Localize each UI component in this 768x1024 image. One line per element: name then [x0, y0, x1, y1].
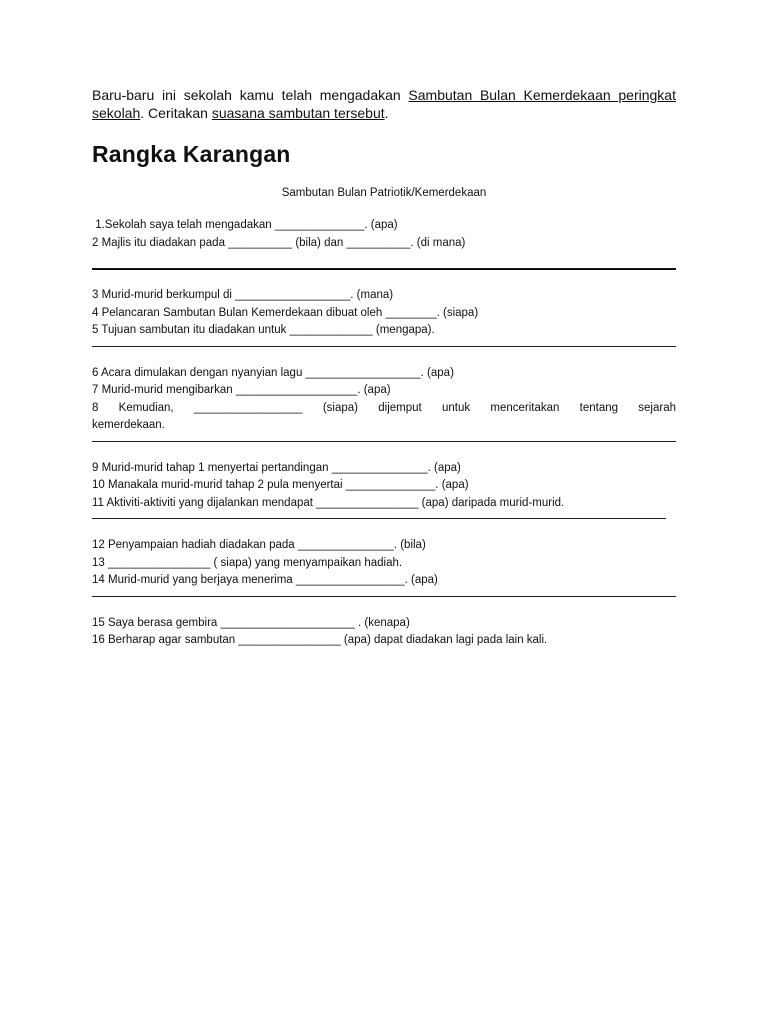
outline-line-4: 4 Pelancaran Sambutan Bulan Kemerdekaan dibuat oleh ________. (siapa): [92, 306, 479, 319]
outline-line-14: 14 Murid-murid yang berjaya menerima _________________. (apa): [92, 574, 438, 586]
outline-section-3: [92, 365, 676, 435]
essay-prompt: [92, 86, 676, 122]
section-divider: [92, 518, 666, 519]
outline-line-16: 16 Berharap agar sambutan ________________ (apa) dapat diadakan lagi pada lain kali.: [92, 634, 548, 646]
outline-line-1: 1.Sekolah saya telah mengadakan ______________. (apa): [92, 219, 398, 231]
section-divider-thick: [92, 268, 676, 270]
outline-section-2: [92, 287, 676, 340]
prompt-underline-1: Sambutan Bulan Kemerdekaan peringkat sekolah: [92, 87, 676, 121]
section-divider: [92, 596, 676, 597]
section-divider: [92, 346, 676, 347]
outline-line-8: 8 Kemudian, _________________ (siapa) dijemput untuk menceritakan tentang sejarah: [92, 401, 676, 414]
outline-line-7: 7 Murid-murid mengibarkan ___________________. (apa): [92, 384, 391, 396]
outline-line-2: 2 Majlis itu diadakan pada __________ (bila) dan __________. (di mana): [92, 236, 466, 249]
outline-line-3: 3 Murid-murid berkumpul di __________________. (mana): [92, 289, 394, 301]
outline-section-5: [92, 537, 676, 590]
outline-line-12: 12 Penyampaian hadiah diadakan pada _______________. (bila): [92, 539, 426, 551]
page-title: Rangka Karangan: [92, 141, 291, 167]
prompt-text-3: .: [384, 105, 389, 121]
prompt-text-2: . Ceritakan: [140, 105, 212, 121]
outline-line-15: 15 Saya berasa gembira _____________________ . (kenapa): [92, 616, 410, 629]
outline-section-1: [92, 217, 676, 252]
outline-line-11: 11 Aktiviti-aktiviti yang dijalankan mendapat ________________ (apa) daripada murid-murid.: [92, 496, 565, 509]
section-divider: [92, 441, 676, 442]
outline-line-9: 9 Murid-murid tahap 1 menyertai pertandingan _______________. (apa): [92, 461, 461, 474]
outline-section-4: [92, 460, 676, 513]
outline-line-13: 13 ________________ ( siapa) yang menyampaikan hadiah.: [92, 556, 403, 569]
prompt-underline-2: suasana sambutan tersebut: [211, 105, 385, 121]
worksheet-page: [92, 86, 676, 650]
outline-line-10: 10 Manakala murid-murid tahap 2 pula menyertai ______________. (apa): [92, 479, 469, 491]
outline-line-6: 6 Acara dimulakan dengan nyanyian lagu __________________. (apa): [92, 366, 454, 379]
outline-section-6: [92, 615, 676, 650]
outline-subtitle: Sambutan Bulan Patriotik/Kemerdekaan: [281, 187, 487, 199]
outline-line-5: 5 Tujuan sambutan itu diadakan untuk _____________ (mengapa).: [92, 324, 435, 336]
prompt-text-1: Baru-baru ini sekolah kamu telah mengadakan: [92, 87, 409, 103]
outline-line-8-continuation: kemerdekaan.: [92, 419, 165, 431]
